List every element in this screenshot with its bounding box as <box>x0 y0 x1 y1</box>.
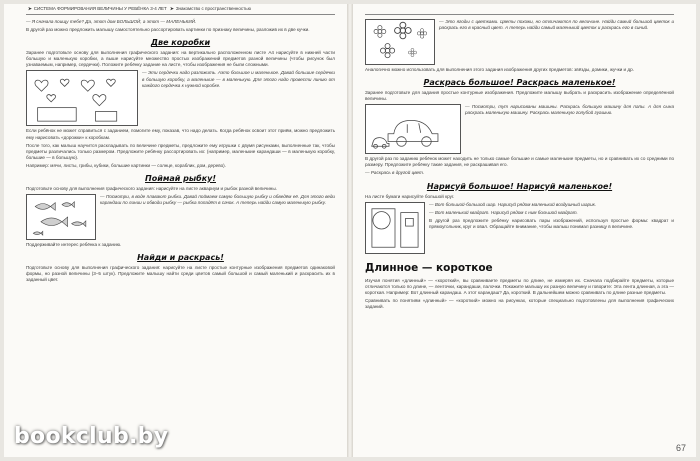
figure-caption: — Посмотри, в воде плавают рыбки. Давай поймаем самую большую рыбку и обведём её. Для этого веди карандаш по линии и обводи рыбку — рыбка попадёт в сачок. А теперь найди самую маленькую рыбку. <box>100 194 335 206</box>
left-page <box>4 4 347 457</box>
section-heading-large: Длинное — короткое <box>365 261 493 274</box>
section-heading: Нарисуй большое! Нарисуй маленькое! <box>426 181 613 191</box>
figure-caption: — Это ягоды с цветками. Цветы похожи, но отличаются по величине. Найди самый большой цветок и раскрась его в красный цвет. А теперь найди самый маленький цветок и раскрась его в синий. <box>439 19 674 31</box>
section-heading: Найди и раскрась! <box>137 253 224 263</box>
body-paragraph: Например: мячи, листы, грибы, кубики, большие картинки — солнце, кораблик, дом, дерево). <box>26 162 226 168</box>
figure-caption: — Эти сердечки надо разложить. Аэто большое и маленькое. Давай большие сердечки в большую коробку, а маленькие — в маленькую. Для этого надо провести линию от каждого сердечка к нужной коробке. <box>142 70 335 88</box>
intro-paragraph: В другой раз можно предложить малышу самостоятельно рассортировать картинки по признаку величины, разложив их в две кучки. <box>26 27 310 33</box>
shapes-illustration <box>365 202 425 254</box>
cars-illustration <box>365 104 461 154</box>
figure-row <box>365 202 674 254</box>
body-paragraph: Изучая понятия «длинный» — «короткий», вы сравниваете предметы по длине, не измеряя их. Сначала подбирайте предметы, которые отличаются только по длине, — ленточки, карандаши, палочки. Покажите малышу их разную величину и говорите: Эта лента длинная, а эта — короткая. Например: Вот длинный карандаш. А этот карандаш? Да, короткий. В дальнейшем можно сравнивать по длине разные предметы. <box>365 277 674 295</box>
body-paragraph: Поддерживайте интерес ребёнка к заданию. <box>26 242 122 248</box>
body-paragraph: Подготовьте основу для выполнения графического задания: нарисуйте на листе аквариум и рыбок разной величины. <box>26 186 277 192</box>
body-paragraph: На листе бумаги нарисуйте большой круг. <box>365 193 455 199</box>
body-paragraph: — Раскрась в другой цвет. <box>365 170 425 176</box>
arrow-icon: ➤ <box>28 6 32 11</box>
section-heading: Раскрась большое! Раскрась маленькое! <box>423 78 616 88</box>
body-paragraph: Подготовьте основу для выполнения графического задания: нарисуйте на листе простые контурные изображения предметов одинаковой формы, но разной величины (3–5 штук). Предложите малышу найти среди цветов самый большой и самый маленький и раскрасить их в заданный цвет. <box>26 265 335 283</box>
running-head-left <box>26 4 335 15</box>
fish-illustration <box>26 194 96 240</box>
running-head-title: СИСТЕМА ФОРМИРОВАНИЯ ВЕЛИЧИНЫ У РЕБЁНКА 3-4 ЛЕТ <box>33 6 167 11</box>
running-head-right <box>365 4 674 15</box>
body-paragraph: После того, как малыш научится раскладывать по величине предметы, предложите ему игрушки с двумя рисунками, выполненные так, чтобы предметы различались только размером. Предложите ребёнку рассортировать их: (например, маленькие карандаши — в маленькую коробку, большие — в большую). <box>26 142 335 160</box>
figure-caption: — Вот большой-большой шар. Нарисуй рядом маленький воздушный шарик. — Вот маленький квадрат. Нарисуй рядом с ним большой квадрат. В другой раз предложите ребёнку нарисовать пары изображений, используя простые формы: квадрат и прямоугольник, круг и овал. Обращайте внимание, чтобы малыш понимал разницу в величине. <box>429 201 674 229</box>
figure-row <box>365 19 674 65</box>
body-paragraph: В другой раз по заданию ребёнок может находить не только самые большие и самые маленькие предметы, но и сравнивать их со средними по размеру. Предложите ребёнку такие задания, не раскрашивая его. <box>365 156 674 168</box>
watermark-logo: bookclub.by <box>14 424 169 449</box>
section-heading: Поймай рыбку! <box>145 174 216 184</box>
body-paragraph: Заранее подготовьте для задания простые контурные изображения. Предложите малышу выбрать и раскрасить изображение определённой величины. <box>365 90 674 102</box>
figure-row <box>26 70 335 126</box>
body-paragraph: Заранее подготовьте основу для выполнения графического задания: на вертикально расположенном листе А4 нарисуйте в нижней части большую и маленькую коробки, а выше нарисуйте множество простых изображений предметов разной величины (чтобы рисунок был узнаваемым, например, сердечки). Положите ребёнку задание на листе, чтобы изображения не были сложными. <box>26 50 335 68</box>
figure-row <box>26 194 335 240</box>
running-head-subtitle: Знакомство с пространственностью <box>175 6 251 11</box>
intro-paragraph: — Я сначала поищу тебе? Да, этот дом БОЛЬШОЙ, а этот — МАЛЕНЬКИЙ. <box>26 19 197 24</box>
body-paragraph: Если ребёнок не может справиться с заданием, помогите ему, показав, что надо делать. Когда ребёнок освоит этот приём, можно предложить ему нарисовать «дорожки» к коробкам. <box>26 128 335 140</box>
arrow-icon: ➤ <box>170 6 174 11</box>
flowers-illustration <box>365 19 435 65</box>
page-number: 67 <box>675 443 686 453</box>
right-page <box>353 4 696 457</box>
section-heading: Две коробки <box>150 38 211 48</box>
hearts-boxes-illustration <box>26 70 138 126</box>
body-paragraph: Аналогично можно использовать для выполнения этого задания изображения других предметов: звёзды, домики, жучки и др. <box>365 67 634 72</box>
figure-caption: — Посмотри, тут нарисованы машины. Раскрась большую машину для папы. А для сына раскрась маленькую машину. Раскрась маленькую голубой гуашью. <box>465 104 674 116</box>
figure-row <box>365 104 674 154</box>
body-paragraph: Сравнивать по понятиям «длинный» — «короткий» можно на рисунках, которые специально подготовлены для выполнения графических заданий. <box>365 297 674 310</box>
